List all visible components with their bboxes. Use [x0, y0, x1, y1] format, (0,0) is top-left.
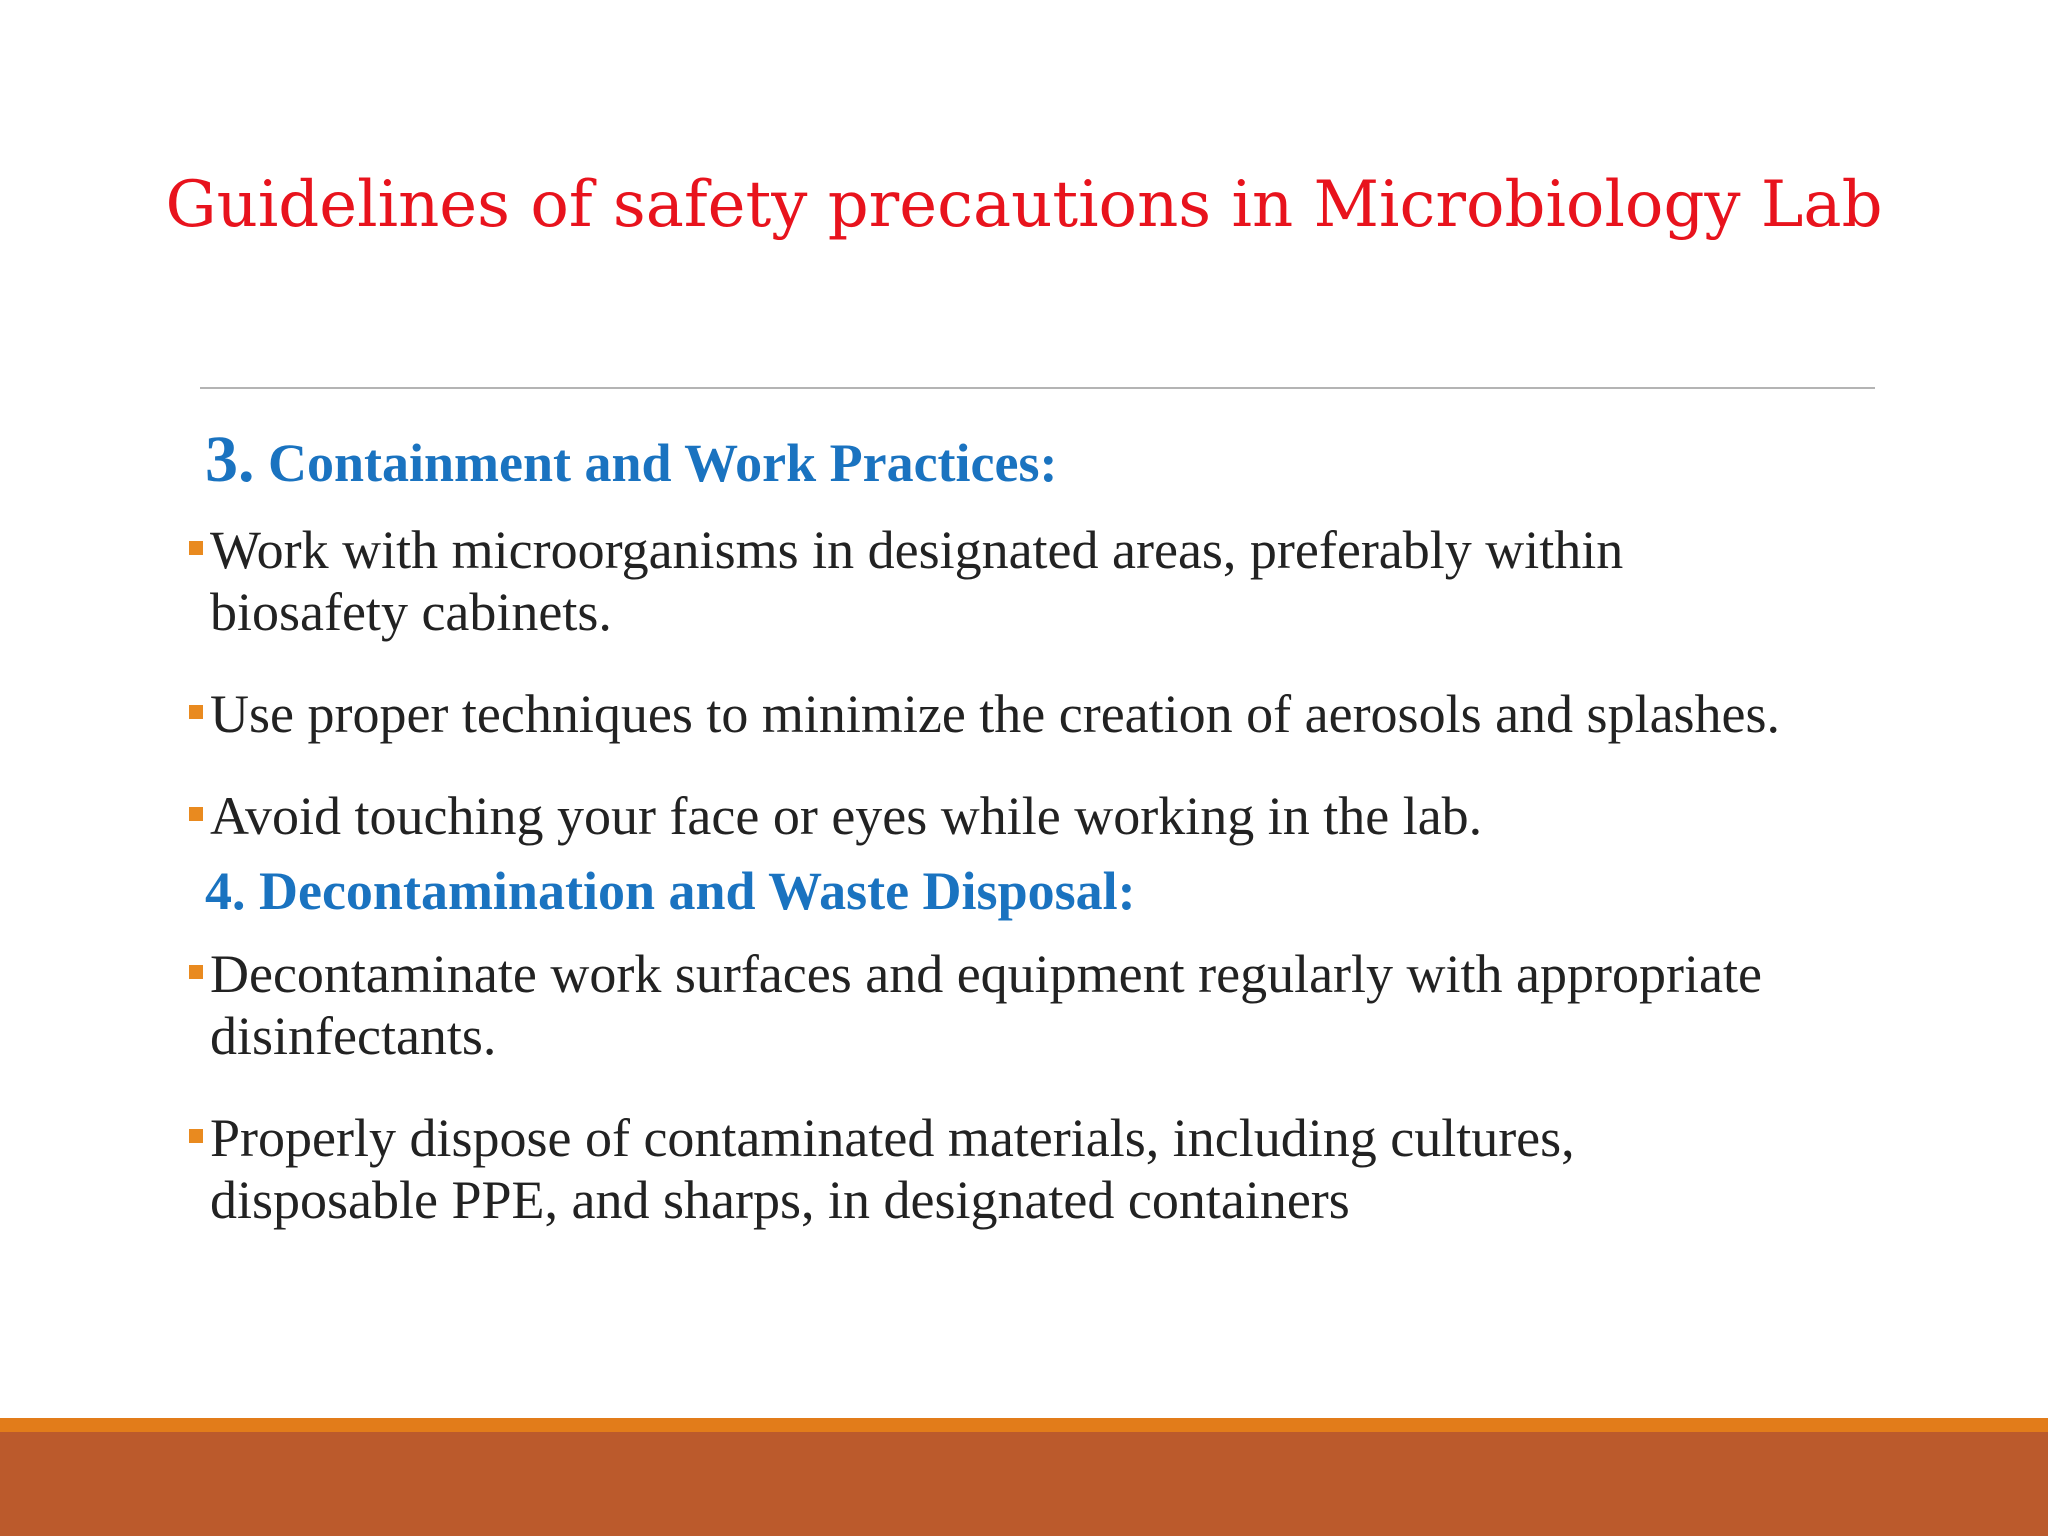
- square-bullet-icon: [189, 965, 203, 979]
- slide-title: Guidelines of safety precautions in Microbiology Lab: [165, 168, 1883, 242]
- bullet-item: [185, 1107, 1885, 1231]
- section-heading-containment: [205, 423, 1885, 497]
- footer-accent-stripe: [0, 1418, 2048, 1432]
- bullet-text: Decontaminate work surfaces and equipment regularly with appropriate disinfectants.: [210, 944, 1762, 1066]
- bullet-text: Properly dispose of contaminated materials, including cultures, disposable PPE, and sharps, in designated containers: [210, 1108, 1575, 1230]
- section-number: 3.: [205, 423, 255, 496]
- slide-content: [185, 420, 1885, 1271]
- bullet-item: [185, 785, 1885, 847]
- bullet-item: [185, 519, 1885, 643]
- section-heading-text: Decontamination and Waste Disposal:: [245, 861, 1136, 921]
- section-heading-text: Containment and Work Practices:: [254, 433, 1058, 493]
- square-bullet-icon: [189, 807, 203, 821]
- bullet-text: Work with microorganisms in designated areas, preferably within biosafety cabinets.: [210, 520, 1624, 642]
- footer-band: [0, 1432, 2048, 1536]
- square-bullet-icon: [189, 541, 203, 555]
- bullet-item: [185, 943, 1885, 1067]
- section-heading-decontamination: [205, 857, 1885, 925]
- bullet-text: Use proper techniques to minimize the creation of aerosols and splashes.: [210, 684, 1781, 744]
- square-bullet-icon: [189, 705, 203, 719]
- section-number: 4.: [205, 861, 246, 921]
- title-divider: [200, 387, 1875, 389]
- bullet-text: Avoid touching your face or eyes while working in the lab.: [210, 786, 1483, 846]
- bullet-item: [185, 683, 1885, 745]
- square-bullet-icon: [189, 1129, 203, 1143]
